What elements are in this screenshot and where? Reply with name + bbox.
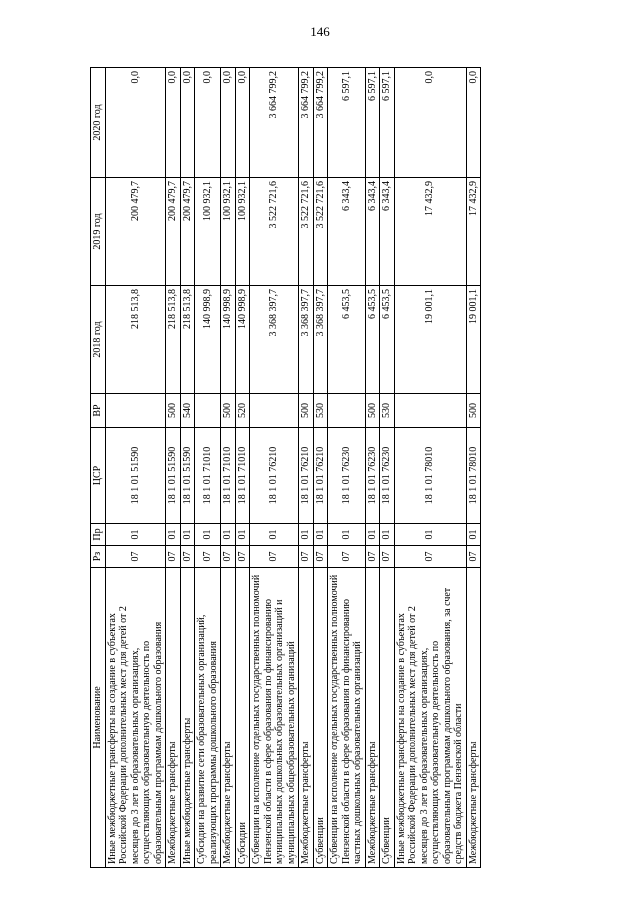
table-row (380, 68, 395, 868)
row-2020: 0,0 (180, 68, 195, 178)
table-row (221, 68, 236, 868)
row-name: Межбюджетные трансферты (365, 568, 380, 868)
table-body (105, 68, 481, 868)
row-2020: 3 664 799,2 (250, 68, 299, 178)
table-row (328, 68, 366, 868)
row-name: Субсидии на развитие сети образовательных организаций, реализующих программы дошкольного образования (195, 568, 221, 868)
row-name: Межбюджетные трансферты (466, 568, 481, 868)
row-vr (195, 394, 221, 428)
row-pr: 01 (180, 524, 195, 546)
row-rz: 07 (313, 546, 328, 568)
header-pr: Пр (91, 524, 106, 546)
row-rz: 07 (235, 546, 250, 568)
header-row (91, 68, 106, 868)
row-name: Межбюджетные трансферты (166, 568, 181, 868)
row-pr: 01 (195, 524, 221, 546)
row-name: Субвенции на исполнение отдельных государственных полномочий Пензенской области в сфере образования по финансированию муниципальных дошкольных образовательных организаций и муниципальных общеобразовательных организаций (250, 568, 299, 868)
row-name: Субсидии (235, 568, 250, 868)
row-2020: 6 597,1 (365, 68, 380, 178)
row-name: Иные межбюджетные трансферты на создание в субъектах Российской Федерации дополнительных мест для детей от 2 месяцев до 3 лет в образовательных организациях, осуществляющих образовательную деятельность по образовательным программам дошкольного образования (105, 568, 166, 868)
row-rz: 07 (380, 546, 395, 568)
row-2019: 17 432,9 (466, 178, 481, 286)
row-pr: 01 (105, 524, 166, 546)
row-pr: 01 (365, 524, 380, 546)
row-2018: 140 998,9 (195, 286, 221, 394)
header-csr: ЦСР (91, 428, 106, 524)
row-2020: 0,0 (105, 68, 166, 178)
row-2020: 3 664 799,2 (299, 68, 314, 178)
header-2019: 2019 год (91, 178, 106, 286)
table-row (250, 68, 299, 868)
row-csr: 18 1 01 76210 (313, 428, 328, 524)
row-2018: 6 453,5 (365, 286, 380, 394)
row-vr: 540 (180, 394, 195, 428)
row-2018: 19 001,1 (466, 286, 481, 394)
table-row (180, 68, 195, 868)
header-rz: Рз (91, 546, 106, 568)
row-csr: 18 1 01 78010 (466, 428, 481, 524)
row-vr (328, 394, 366, 428)
header-2018: 2018 год (91, 286, 106, 394)
header-vr: ВР (91, 394, 106, 428)
row-vr: 530 (380, 394, 395, 428)
row-2018: 3 368 397,7 (250, 286, 299, 394)
row-2018: 19 001,1 (394, 286, 466, 394)
row-2020: 0,0 (221, 68, 236, 178)
row-rz: 07 (466, 546, 481, 568)
row-rz: 07 (180, 546, 195, 568)
row-vr: 500 (466, 394, 481, 428)
row-2020: 0,0 (394, 68, 466, 178)
row-rz: 07 (365, 546, 380, 568)
row-pr: 01 (394, 524, 466, 546)
row-vr (250, 394, 299, 428)
row-2019: 100 932,1 (221, 178, 236, 286)
row-2018: 3 368 397,7 (313, 286, 328, 394)
row-2019: 200 479,7 (180, 178, 195, 286)
row-2019: 17 432,9 (394, 178, 466, 286)
row-pr: 01 (166, 524, 181, 546)
row-pr: 01 (328, 524, 366, 546)
row-csr: 18 1 01 76230 (365, 428, 380, 524)
row-rz: 07 (221, 546, 236, 568)
row-2018: 218 513,8 (180, 286, 195, 394)
row-rz: 07 (250, 546, 299, 568)
row-rz: 07 (299, 546, 314, 568)
row-2018: 140 998,9 (235, 286, 250, 394)
row-pr: 01 (466, 524, 481, 546)
header-name: Наименование (91, 568, 106, 868)
row-pr: 01 (235, 524, 250, 546)
row-pr: 01 (221, 524, 236, 546)
page-number: 146 (310, 24, 330, 39)
row-2019: 3 522 721,6 (313, 178, 328, 286)
row-pr: 01 (250, 524, 299, 546)
row-csr: 18 1 01 76210 (299, 428, 314, 524)
row-vr: 500 (365, 394, 380, 428)
header-2020: 2020 год (91, 68, 106, 178)
row-2019: 100 932,1 (195, 178, 221, 286)
table-row (466, 68, 481, 868)
row-2018: 6 453,5 (328, 286, 366, 394)
row-rz: 07 (195, 546, 221, 568)
row-2019: 6 343,4 (380, 178, 395, 286)
row-2019: 3 522 721,6 (250, 178, 299, 286)
table-row (235, 68, 250, 868)
row-2019: 200 479,7 (166, 178, 181, 286)
table-row (394, 68, 466, 868)
row-2018: 218 513,8 (105, 286, 166, 394)
row-csr: 18 1 01 76230 (380, 428, 395, 524)
row-2019: 6 343,4 (365, 178, 380, 286)
row-2020: 0,0 (166, 68, 181, 178)
row-2018: 3 368 397,7 (299, 286, 314, 394)
row-2020: 3 664 799,2 (313, 68, 328, 178)
row-name: Иные межбюджетные трансферты (180, 568, 195, 868)
row-vr: 500 (166, 394, 181, 428)
table-row (105, 68, 166, 868)
row-pr: 01 (313, 524, 328, 546)
row-pr: 01 (299, 524, 314, 546)
row-2020: 6 597,1 (328, 68, 366, 178)
row-vr: 500 (221, 394, 236, 428)
row-csr: 18 1 01 51590 (166, 428, 181, 524)
row-name: Межбюджетные трансферты (299, 568, 314, 868)
row-2020: 0,0 (466, 68, 481, 178)
row-2020: 6 597,1 (380, 68, 395, 178)
row-name: Иные межбюджетные трансферты на создание в субъектах Российской Федерации дополнительных мест для детей от 2 месяцев до 3 лет в образовательных организациях, осуществляющих образовательную деятельность по образовательным программам дошкольного образования, за счет средств бюджета Пензенской области (394, 568, 466, 868)
row-vr: 530 (313, 394, 328, 428)
row-2018: 6 453,5 (380, 286, 395, 394)
row-2020: 0,0 (235, 68, 250, 178)
row-2020: 0,0 (195, 68, 221, 178)
row-2018: 140 998,9 (221, 286, 236, 394)
row-name: Субвенции на исполнение отдельных государственных полномочий Пензенской области в сфере образования по финансированию частных дошкольных образовательных организаций (328, 568, 366, 868)
row-2019: 200 479,7 (105, 178, 166, 286)
row-2018: 218 513,8 (166, 286, 181, 394)
row-2019: 6 343,4 (328, 178, 366, 286)
row-vr: 500 (299, 394, 314, 428)
table-area (90, 68, 590, 868)
table-row (166, 68, 181, 868)
budget-table (90, 67, 481, 868)
row-2019: 100 932,1 (235, 178, 250, 286)
row-csr: 18 1 01 71010 (221, 428, 236, 524)
row-2019: 3 522 721,6 (299, 178, 314, 286)
row-vr (105, 394, 166, 428)
table-row (299, 68, 314, 868)
row-vr (394, 394, 466, 428)
table-row (195, 68, 221, 868)
row-vr: 520 (235, 394, 250, 428)
row-pr: 01 (380, 524, 395, 546)
row-rz: 07 (166, 546, 181, 568)
row-csr: 18 1 01 76210 (250, 428, 299, 524)
row-csr: 18 1 01 51590 (180, 428, 195, 524)
row-csr: 18 1 01 71010 (195, 428, 221, 524)
row-csr: 18 1 01 71010 (235, 428, 250, 524)
row-name: Межбюджетные трансферты (221, 568, 236, 868)
row-name: Субвенции (380, 568, 395, 868)
row-rz: 07 (394, 546, 466, 568)
row-csr: 18 1 01 76230 (328, 428, 366, 524)
table-row (313, 68, 328, 868)
row-csr: 18 1 01 51590 (105, 428, 166, 524)
row-rz: 07 (105, 546, 166, 568)
row-rz: 07 (328, 546, 366, 568)
table-row (365, 68, 380, 868)
row-name: Субвенции (313, 568, 328, 868)
row-csr: 18 1 01 78010 (394, 428, 466, 524)
